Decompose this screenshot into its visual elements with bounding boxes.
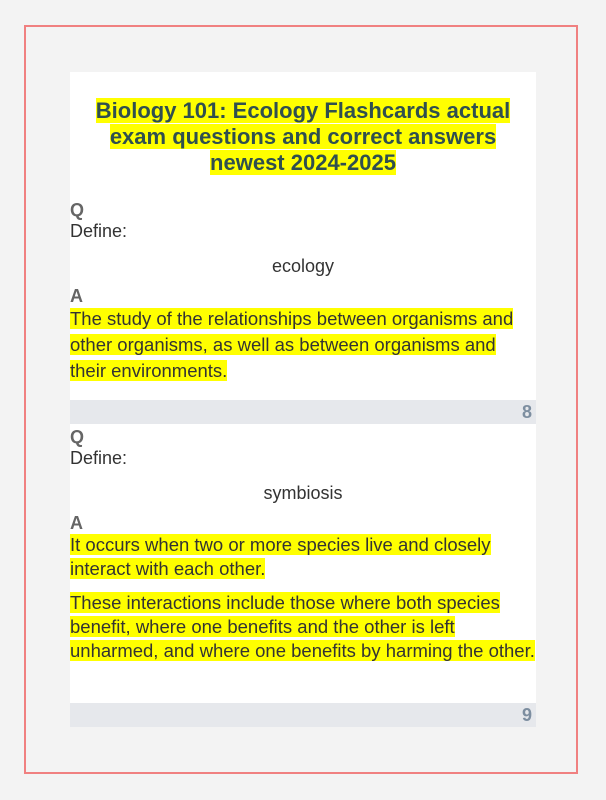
question-term: ecology (271, 256, 335, 276)
answer-text: It occurs when two or more species live and closely interact with each other. (70, 534, 491, 579)
page-number: 8 (521, 402, 532, 422)
question-prompt: Define: (70, 221, 128, 241)
flashcard (70, 427, 536, 663)
document-title (70, 98, 536, 176)
page-number-bar (70, 400, 536, 424)
flashcard (70, 200, 536, 384)
question-label: Q (70, 427, 85, 447)
answer-text: These interactions include those where both species benefit, where one benefits and the other is left unharmed, and where one benefits by harming the other. (70, 592, 535, 661)
page-number: 9 (521, 705, 532, 725)
answer-label: A (70, 286, 83, 306)
page-number-bar (70, 703, 536, 727)
question-term: symbiosis (263, 483, 343, 503)
answer-text: The study of the relationships between organisms and other organisms, as well as between organisms and their environments. (70, 308, 514, 381)
question-label: Q (70, 200, 85, 220)
question-prompt: Define: (70, 448, 128, 468)
answer-label: A (70, 513, 83, 533)
document-page (70, 72, 536, 726)
title-text: Biology 101: Ecology Flashcards actual exam questions and correct answers newest 2024-2025 (95, 98, 511, 175)
